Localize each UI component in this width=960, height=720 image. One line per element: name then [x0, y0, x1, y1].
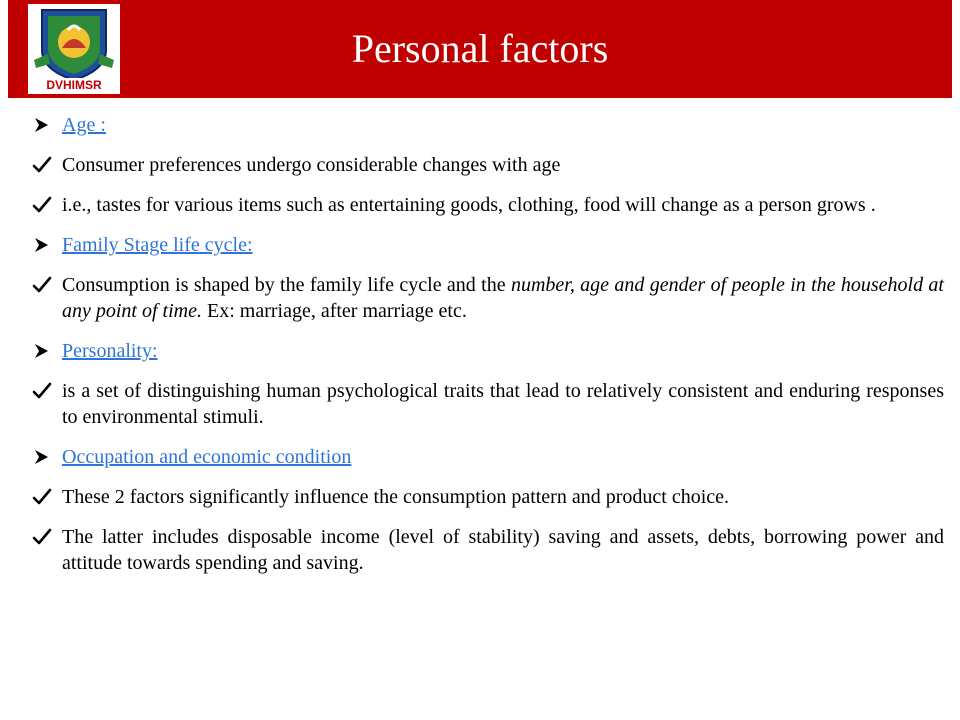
arrow-bullet-icon [30, 232, 54, 258]
bullet-point [30, 152, 944, 178]
arrow-bullet-icon [30, 338, 54, 364]
section-heading-text: Age : [62, 114, 106, 136]
bullet-point [30, 192, 944, 218]
section-heading-text: Occupation and economic condition [62, 446, 352, 468]
checkmark-bullet-icon [30, 192, 54, 218]
checkmark-bullet-icon [30, 152, 54, 178]
point-text: is a set of distinguishing human psychological traits that lead to relatively consistent and enduring responses to environmental stimuli. [62, 380, 944, 428]
section-heading-text: Family Stage life cycle: [62, 234, 253, 256]
slide-header [8, 0, 952, 98]
bullet-point [30, 524, 944, 576]
bullet-point [30, 484, 944, 510]
checkmark-bullet-icon [30, 378, 54, 404]
point-text: i.e., tastes for various items such as entertaining goods, clothing, food will change as a person grows . [62, 194, 876, 216]
section-heading [30, 112, 944, 138]
emphasis-text: number, age and gender of people in the household at any point of time. [62, 274, 944, 322]
bullet-point [30, 378, 944, 430]
logo-text: DVHIMSR [46, 78, 102, 92]
checkmark-bullet-icon [30, 272, 54, 298]
bullet-point [30, 272, 944, 324]
arrow-bullet-icon [30, 112, 54, 138]
section-heading [30, 444, 944, 470]
point-text: The latter includes disposable income (level of stability) saving and assets, debts, borrowing power and attitude towards spending and saving. [62, 526, 944, 574]
point-text: Ex: marriage, after marriage etc. [201, 300, 467, 322]
section-heading [30, 232, 944, 258]
point-text: Consumption is shaped by the family life cycle and the [62, 274, 511, 296]
point-text: Consumer preferences undergo considerable changes with age [62, 154, 561, 176]
point-text: These 2 factors significantly influence the consumption pattern and product choice. [62, 486, 730, 508]
arrow-bullet-icon [30, 444, 54, 470]
checkmark-bullet-icon [30, 484, 54, 510]
checkmark-bullet-icon [30, 524, 54, 550]
slide-content [30, 112, 944, 590]
section-heading [30, 338, 944, 364]
section-heading-text: Personality: [62, 340, 158, 362]
slide-title: Personal factors [351, 26, 609, 71]
